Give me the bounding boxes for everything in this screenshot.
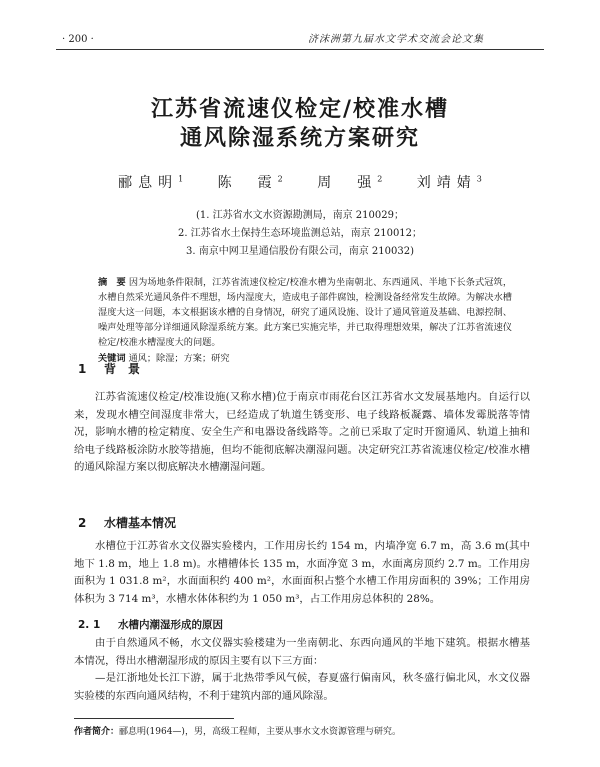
affiliation-line: (1. 江苏省水文水资源勘测局，南京 210029； <box>196 210 404 221</box>
section-heading-background: 1 背 景 <box>78 362 141 376</box>
journal-title: 济沫洲第九届水文学术交流会论文集 <box>308 34 484 45</box>
keywords-label: 关键词 <box>98 353 126 364</box>
paper-title-line-2: 通风除湿系统方案研究 <box>179 126 420 151</box>
abstract-label: 摘 要 <box>98 277 126 288</box>
affiliation-line: 2. 江苏省水土保持生态环境监测总站，南京 210012； <box>177 228 423 239</box>
paragraph-background: 江苏省流速仪检定/校准设施(又称水槽)位于南京市雨花台区江苏省水文发展基地内。自运行以来，发现水槽空间湿度非常大，已经造成了轨道生锈变形、电子线路板凝露、墙体发霉脱落等情况，影响水槽的检定精度、安全生产和电器设备线路等。之前已采取了定时开窗通风、轨道上抽和给电子线路板涂防水胶等措施，但均不能彻底解决潮湿问题。决定研究江苏省流速仪检定/校准水槽的通风除湿方案以彻底解决水槽潮湿问题。 <box>74 391 530 473</box>
footnote-label: 作者简介： <box>74 727 120 737</box>
author: 刘靖婧$^3$ <box>416 174 482 191</box>
paragraph-tank-basics: 水槽位于江苏省水文仪器实验楼内，工作用房长约 154 m，内墙净宽 6.7 m，高 3.6 m(其中地下 1.8 m，地上 1.8 m)。水槽槽体长 135 m，水面净宽 3 m，水面离房顶约 2.7 m。工作用房面积为 1 031.8 m²，水面面积约 400 m²，水面面积占整个水槽工作用房面积的 39%；工作用房体积为 3 714 m³，水槽水体体积约为 1 050 m³，占工作用房总体积的 28%。 <box>74 540 530 605</box>
paragraph-cause-one: —是江浙地处长江下游，属于北热带季风气候，春夏盛行偏南风，秋冬盛行偏北风，水文仪器实验楼的东西向通风结构，不利于建筑内部的通风除湿。 <box>74 672 530 702</box>
footnote-divider <box>74 718 234 719</box>
paragraph-humidity-causes: 由于自然通风不畅，水文仪器实验楼建为一坐南朝北、东西向通风的半地下建筑。根据水槽基本情况，得出水槽潮湿形成的原因主要有以下三方面： <box>74 637 530 667</box>
paper-title-line-1: 江苏省流速仪检定/校准水槽 <box>150 97 450 122</box>
section-heading-tank-basics: 2 水槽基本情况 <box>78 516 177 530</box>
author-list <box>0 172 600 192</box>
author-footnote <box>74 726 530 739</box>
keywords-text: 通风；除湿；方案；研究 <box>128 353 230 364</box>
running-header <box>56 33 544 50</box>
abstract <box>98 275 512 350</box>
affiliations <box>0 207 600 261</box>
footnote-text: 郦息明(1964—)，男，高级工程师，主要从事水文水资源管理与研究。 <box>119 727 401 737</box>
author: 郦息明$^1$ <box>118 174 184 191</box>
author: 陈 霞$^2$ <box>217 174 283 191</box>
subsection-heading-humidity-causes: 2. 1 水槽内潮湿形成的原因 <box>78 619 223 631</box>
abstract-text: 因为场地条件限制，江苏省流速仪检定/校准水槽为坐南朝北、东西通风、半地下长条式冠筑，水槽自然采光通风条件不理想，场内湿度大，造成电子部件腐蚀，检测设备经常发生故障。为解决水槽湿度大这一问题，本文根据该水槽的自身情况，研究了通风设施、设计了通风管道及基础、电源控制、噪声处理等部分详细通风除湿系统方案。此方案已实施完毕，并已取得理想效果，解决了江苏省流速仪检定/校准水槽湿度大的问题。 <box>98 277 513 348</box>
author: 周 强$^2$ <box>317 174 383 191</box>
affiliation-line: 3. 南京中网卫星通信股份有限公司，南京 210032) <box>186 246 414 257</box>
abstract-block <box>98 275 512 366</box>
page-number: · 200 · <box>62 34 94 45</box>
keywords <box>98 351 512 366</box>
